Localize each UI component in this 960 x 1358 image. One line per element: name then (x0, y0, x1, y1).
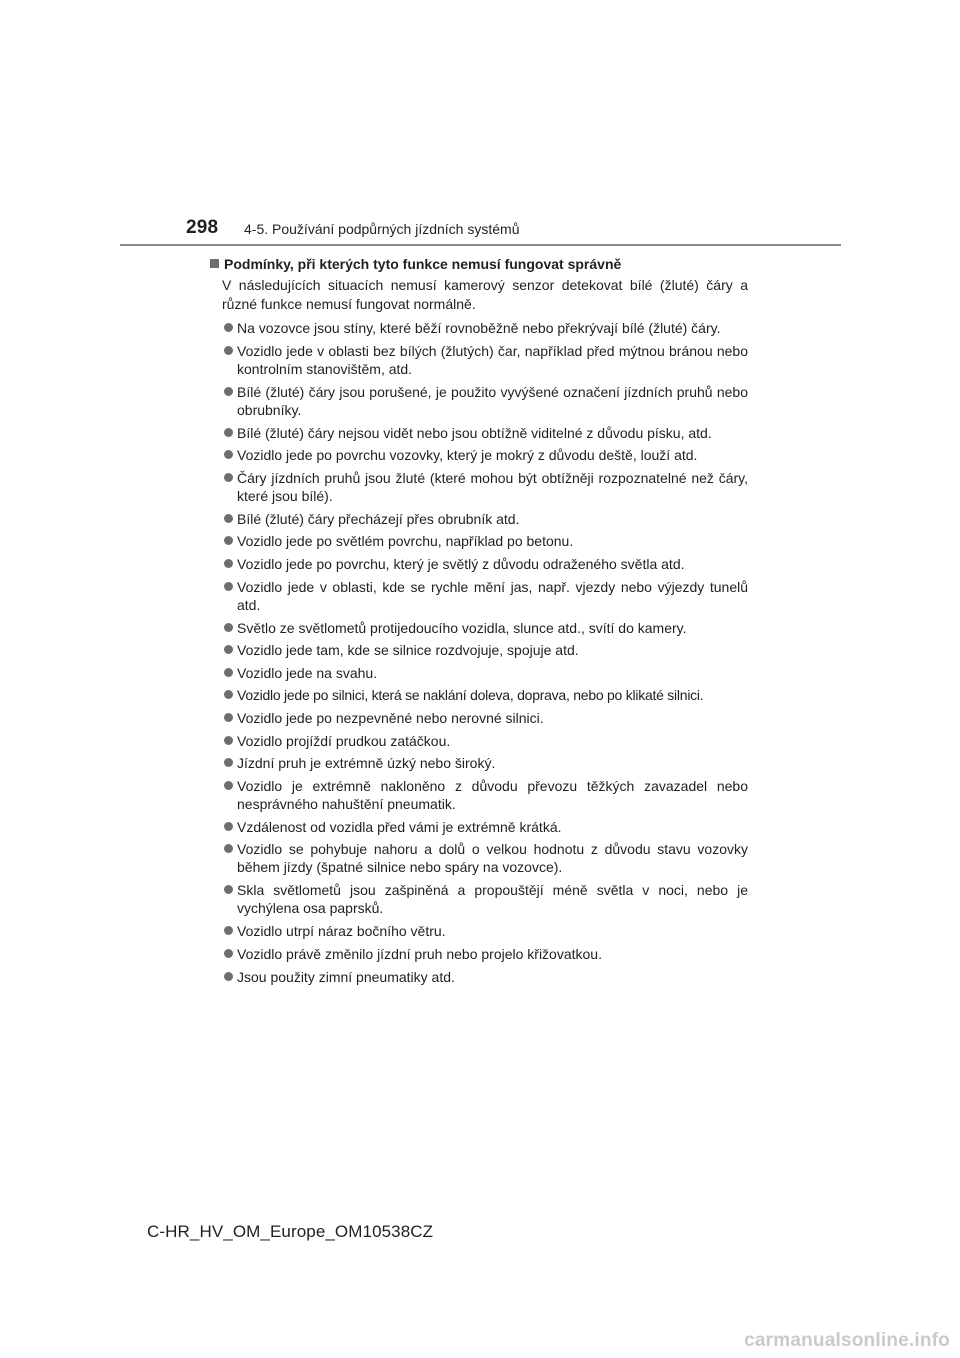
list-item (224, 664, 748, 682)
list-item (224, 686, 748, 704)
list-item-text: Vozidlo jede v oblasti bez bílých (žlutých) čar, například před mýtnou bránou nebo kontrolním stanovištěm, atd. (237, 342, 748, 377)
list-item (224, 818, 748, 836)
list-item (224, 945, 748, 963)
bullet-dot-icon (224, 473, 233, 482)
bullet-dot-icon (224, 713, 233, 722)
bullet-dot-icon (224, 926, 233, 935)
bullet-dot-icon (224, 323, 233, 332)
list-item-text: Vozidlo jede po povrchu vozovky, který je mokrý z důvodu deště, louží atd. (237, 447, 698, 464)
list-item (224, 578, 748, 614)
list-item-text: Vozidlo jede po silnici, která se naklání doleva, doprava, nebo po klikaté silnici. (237, 687, 704, 704)
list-item (224, 469, 748, 505)
list-item (224, 709, 748, 727)
list-item (224, 319, 748, 337)
bullet-dot-icon (224, 582, 233, 591)
bullet-dot-icon (224, 736, 233, 745)
list-item (224, 619, 748, 637)
list-item-text: Bílé (žluté) čáry nejsou vidět nebo jsou obtížně viditelné z důvodu písku, atd. (237, 424, 712, 441)
bullet-dot-icon (224, 822, 233, 831)
bullet-dot-icon (224, 559, 233, 568)
list-item (224, 840, 748, 876)
list-item-text: Vozidlo jede na svahu. (237, 664, 378, 681)
document-code: C-HR_HV_OM_Europe_OM10538CZ (147, 1222, 434, 1241)
list-item (224, 383, 748, 419)
bullet-dot-icon (224, 668, 233, 677)
list-item-text: Vozidlo jede v oblasti, kde se rychle mění jas, např. vjezdy nebo výjezdy tunelů atd. (237, 578, 748, 613)
chapter-title: 4-5. Používání podpůrných jízdních systémů (244, 221, 520, 237)
list-item-text: Vozidlo jede po nezpevněné nebo nerovné silnici. (237, 709, 544, 726)
list-item-text: Vozidlo je extrémně nakloněno z důvodu převozu těžkých zavazadel nebo nesprávného nahuštění pneumatik. (237, 777, 748, 812)
list-item-text: Jsou použity zimní pneumatiky atd. (237, 968, 455, 985)
bullet-dot-icon (224, 690, 233, 699)
list-item (224, 881, 748, 917)
bullet-dot-icon (224, 781, 233, 790)
list-item (224, 342, 748, 378)
list-item-text: Vozidlo jede po povrchu, který je světlý z důvodu odraženého světla atd. (237, 555, 685, 572)
bullet-dot-icon (224, 758, 233, 767)
list-item (224, 532, 748, 550)
bullet-dot-icon (224, 623, 233, 632)
list-item (224, 732, 748, 750)
list-item (224, 446, 748, 464)
list-item (224, 641, 748, 659)
list-item-text: Na vozovce jsou stíny, které běží rovnoběžně nebo překrývají bílé (žluté) čáry. (237, 320, 721, 336)
page-number: 298 (186, 217, 219, 238)
bullet-dot-icon (224, 949, 233, 958)
list-item (224, 555, 748, 573)
list-item-text: Skla světlometů jsou zašpiněná a propouštějí méně světla v noci, nebo je vychýlena osa paprsků. (237, 882, 748, 917)
square-bullet-icon (210, 259, 219, 268)
section-content (208, 254, 748, 990)
bullet-dot-icon (224, 536, 233, 545)
list-item-text: Vozidlo právě změnilo jízdní pruh nebo projelo křižovatkou. (237, 945, 602, 962)
list-item (224, 424, 748, 442)
bullet-dot-icon (224, 428, 233, 437)
bullet-dot-icon (224, 514, 233, 523)
list-item-text: Bílé (žluté) čáry jsou porušené, je použito vyvýšené označení jízdních pruhů nebo obrubníky. (237, 383, 748, 418)
bullet-dot-icon (224, 645, 233, 654)
list-item-text: Světlo ze světlometů protijedoucího vozidla, slunce atd., svítí do kamery. (237, 619, 687, 636)
section-heading-text: Podmínky, při kterých tyto funkce nemusí fungovat správně (224, 256, 622, 272)
list-item-text: Vozidlo jede po světlém povrchu, například po betonu. (237, 533, 574, 550)
watermark: carmanualsonline.info (744, 1330, 950, 1351)
list-item-text: Vozidlo se pohybuje nahoru a dolů o velkou hodnotu z důvodu stavu vozovky během jízdy (špatné silnice nebo spáry na vozovce). (237, 841, 748, 876)
bullet-dot-icon (224, 387, 233, 396)
list-item (224, 754, 748, 772)
section-heading (208, 254, 748, 274)
list-item-text: Vozidlo utrpí náraz bočního větru. (237, 923, 446, 940)
list-item (224, 777, 748, 813)
list-item-text: Jízdní pruh je extrémně úzký nebo široký. (237, 755, 496, 772)
bullet-dot-icon (224, 450, 233, 459)
header-divider (120, 244, 841, 246)
bullet-dot-icon (224, 885, 233, 894)
list-item-text: Vozidlo jede tam, kde se silnice rozdvojuje, spojuje atd. (237, 642, 579, 659)
conditions-list (208, 319, 748, 986)
list-item-text: Čáry jízdních pruhů jsou žluté (které mohou být obtížněji rozpoznatelné než čáry, které jsou bílé). (237, 469, 748, 504)
bullet-dot-icon (224, 972, 233, 981)
section-intro: V následujících situacích nemusí kamerový senzor detekovat bílé (žluté) čáry a různé funkce nemusí fungovat normálně. (222, 277, 748, 312)
bullet-dot-icon (224, 346, 233, 355)
list-item-text: Vzdálenost od vozidla před vámi je extrémně krátká. (237, 818, 562, 835)
bullet-dot-icon (224, 844, 233, 853)
list-item-text: Vozidlo projíždí prudkou zatáčkou. (237, 732, 451, 749)
list-item (224, 968, 748, 986)
list-item-text: Bílé (žluté) čáry přecházejí přes obrubník atd. (237, 510, 520, 527)
list-item (224, 510, 748, 528)
list-item (224, 922, 748, 940)
